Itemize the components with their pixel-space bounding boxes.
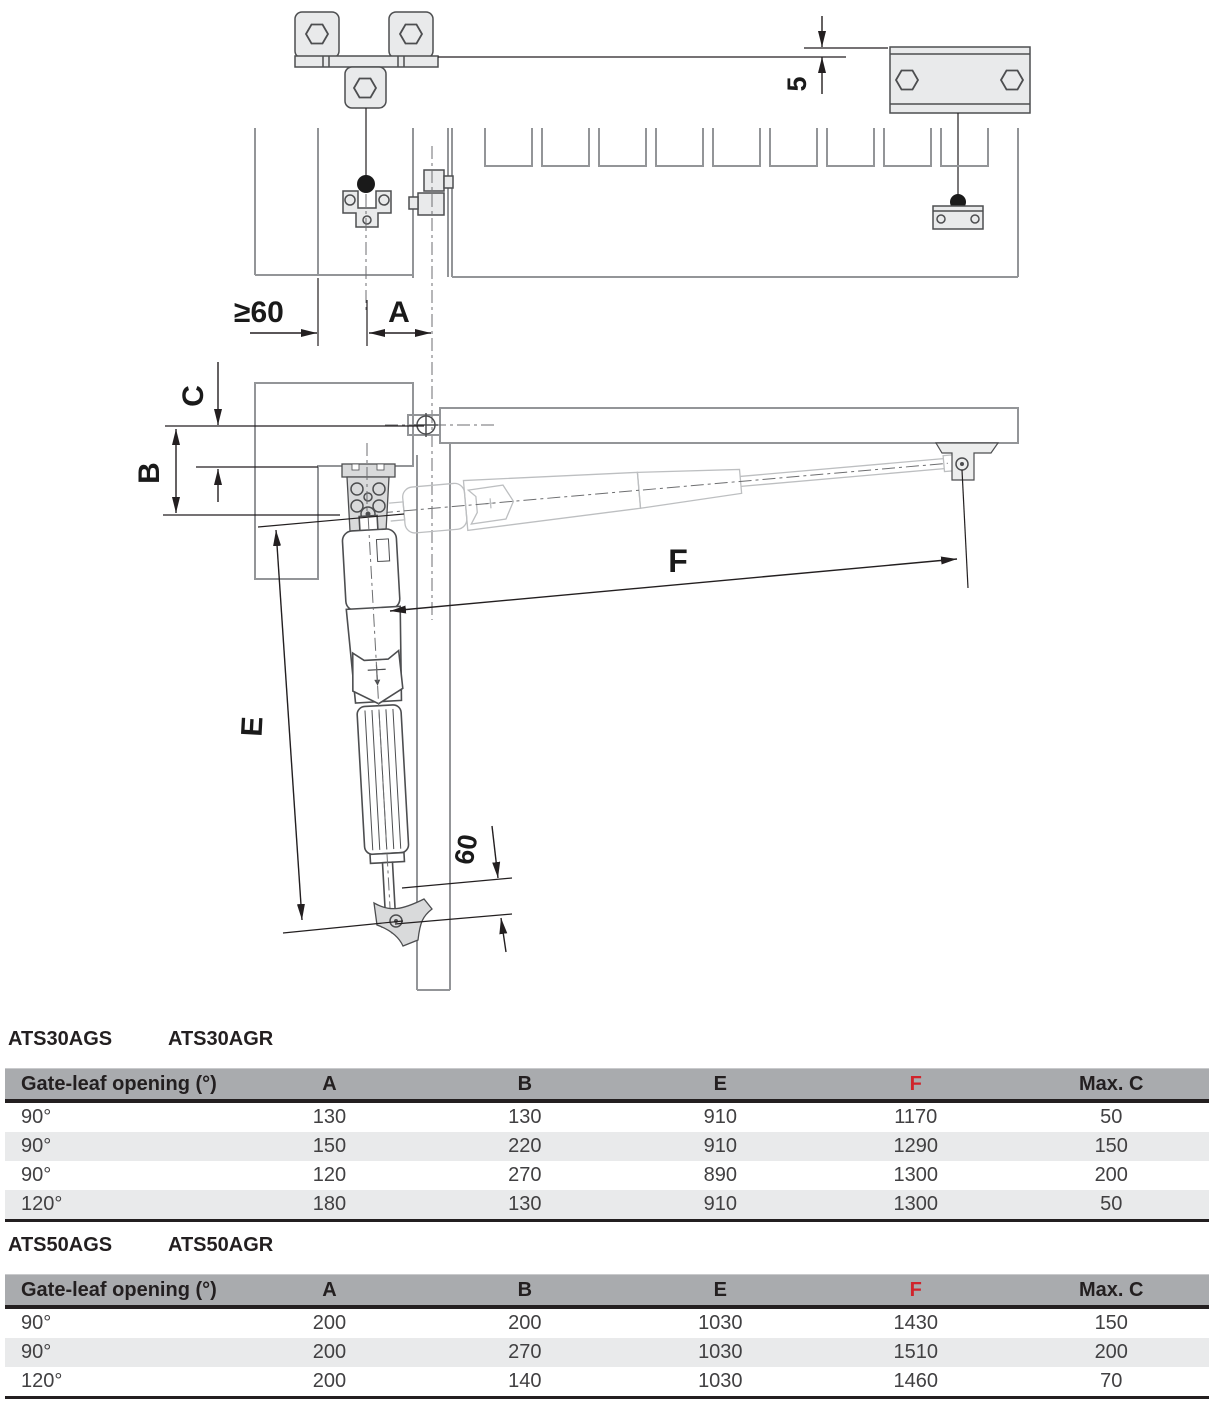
table-cell: 150 — [1094, 1135, 1128, 1157]
table-cell: 90° — [21, 1164, 52, 1186]
dim-a-label: A — [388, 296, 410, 329]
leader-dot — [357, 175, 375, 193]
table-row — [5, 1190, 1209, 1221]
table-cell: 200 — [1094, 1164, 1128, 1186]
table-cell: 130 — [508, 1193, 542, 1215]
column-header-a: A — [232, 1069, 427, 1102]
table-cell: 270 — [508, 1341, 542, 1363]
table-cell: 70 — [1100, 1370, 1123, 1392]
ats30-model-names — [8, 1028, 1214, 1056]
dim-b-label: B — [133, 462, 166, 484]
ats50-section — [0, 1234, 1214, 1399]
model-name: ATS50AGS — [8, 1234, 113, 1256]
table-cell: 1430 — [893, 1312, 939, 1334]
table-row — [5, 1101, 1209, 1132]
column-header-max-c: Max. C — [1014, 1069, 1210, 1102]
table-header-row — [5, 1275, 1209, 1308]
table-cell: 1030 — [698, 1370, 743, 1392]
model-name: ATS30AGS — [8, 1028, 113, 1050]
table-cell: 1460 — [893, 1370, 939, 1392]
column-header-gate-leaf-opening: Gate-leaf opening (°) — [5, 1069, 232, 1102]
dim-f — [390, 543, 957, 611]
table-cell: 120° — [21, 1370, 63, 1392]
table-cell: 200 — [508, 1312, 542, 1334]
table-cell: 1290 — [893, 1135, 939, 1157]
table-header-row — [5, 1069, 1209, 1102]
actuator-open — [341, 514, 418, 934]
column-header-gate-leaf-opening: Gate-leaf opening (°) — [5, 1275, 232, 1308]
table-cell: 150 — [1094, 1312, 1128, 1334]
table-cell: 890 — [703, 1164, 737, 1186]
column-header-max-c: Max. C — [1014, 1275, 1210, 1308]
table-cell: 910 — [703, 1193, 737, 1215]
ats50-model-names — [8, 1234, 1214, 1262]
table-cell: 90° — [21, 1341, 52, 1363]
table-cell: 910 — [703, 1106, 737, 1128]
table-cell: 90° — [21, 1135, 52, 1157]
table-cell: 150 — [312, 1135, 347, 1157]
table-row — [5, 1367, 1209, 1398]
table-cell: 1300 — [893, 1164, 939, 1186]
table-cell: 50 — [1100, 1106, 1123, 1128]
column-header-f: F — [818, 1069, 1013, 1102]
column-header-a: A — [232, 1275, 427, 1308]
column-header-e: E — [623, 1069, 818, 1102]
dim-min-gap-label: ≥60 — [234, 296, 284, 329]
table-row — [5, 1338, 1209, 1367]
table-cell: 1300 — [893, 1193, 939, 1215]
table-cell: 130 — [312, 1106, 347, 1128]
table-row — [5, 1132, 1209, 1161]
table-cell: 200 — [312, 1341, 347, 1363]
table-cell: 130 — [508, 1106, 542, 1128]
ats30-section — [0, 1028, 1214, 1222]
table-cell: 910 — [703, 1135, 737, 1157]
dim-min-gap-and-a — [234, 278, 431, 346]
dim-5-label: 5 — [782, 76, 812, 92]
table-cell: 200 — [312, 1312, 347, 1334]
table-cell: 90° — [21, 1106, 52, 1128]
table-row — [5, 1161, 1209, 1190]
dim-f-label: F — [668, 543, 688, 579]
table-cell: 200 — [1094, 1341, 1128, 1363]
dim-60-label: 60 — [448, 832, 484, 867]
column-header-e: E — [623, 1275, 818, 1308]
table-cell: 1030 — [698, 1312, 743, 1334]
column-header-f: F — [818, 1275, 1013, 1308]
ats50-dimensions-table — [5, 1274, 1209, 1399]
table-cell: 90° — [21, 1312, 52, 1334]
table-cell: 180 — [312, 1193, 347, 1215]
column-header-b: B — [427, 1069, 622, 1102]
table-cell: 1170 — [894, 1106, 938, 1128]
actuator-closed-ghost — [378, 438, 956, 538]
table-cell: 120 — [312, 1164, 347, 1186]
dim-e-label: E — [235, 715, 270, 738]
front-bracket-plan — [936, 443, 998, 588]
model-name: ATS30AGR — [168, 1028, 274, 1050]
table-cell: 1030 — [698, 1341, 743, 1363]
table-cell: 220 — [508, 1135, 542, 1157]
table-cell: 200 — [312, 1370, 347, 1392]
table-cell: 120° — [21, 1193, 63, 1215]
table-cell: 50 — [1100, 1193, 1123, 1215]
table-cell: 1510 — [893, 1341, 939, 1363]
table-cell: 270 — [508, 1164, 542, 1186]
model-name: ATS50AGR — [168, 1234, 274, 1256]
table-row — [5, 1307, 1209, 1338]
dim-c-label: C — [177, 385, 210, 407]
rear-plate-detail — [782, 16, 1030, 229]
column-header-b: B — [427, 1275, 622, 1308]
table-cell: 140 — [508, 1370, 542, 1392]
ats30-dimensions-table — [5, 1068, 1209, 1222]
